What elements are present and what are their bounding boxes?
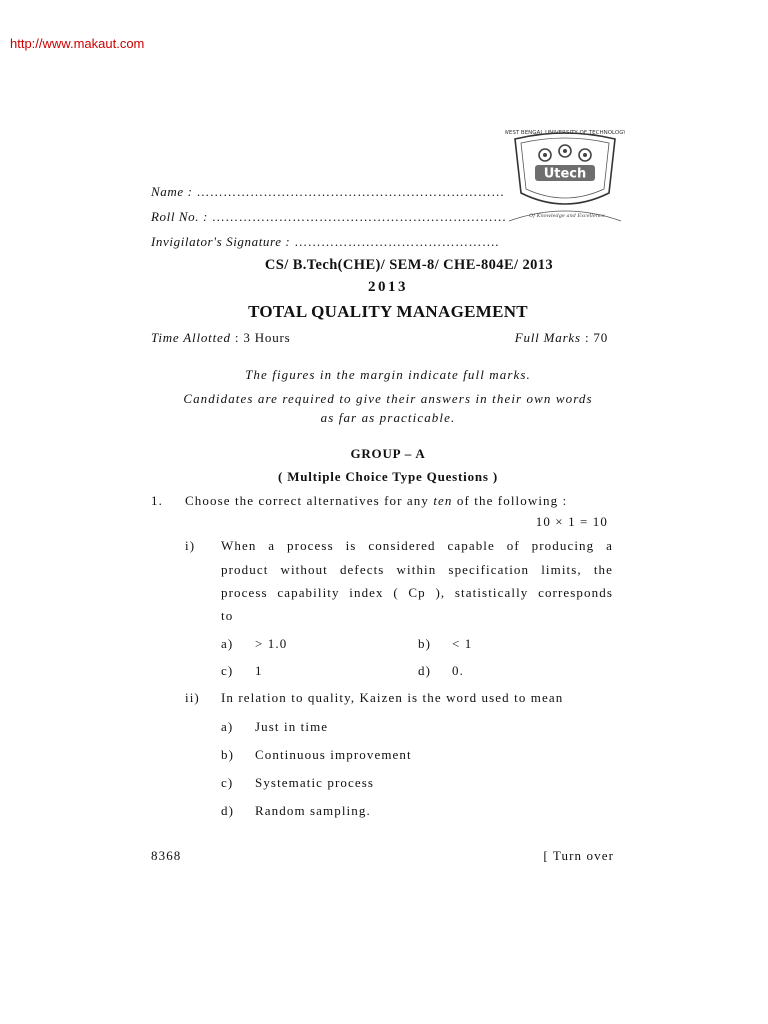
invigilator-signature-label: Invigilator's Signature :: [151, 234, 291, 249]
invigilator-signature-field[interactable]: [151, 234, 499, 250]
subquestion-text-line: to: [221, 608, 234, 623]
turn-over-note: [ Turn over: [543, 848, 614, 863]
roll-no-field-blank[interactable]: …………………………………………………………: [211, 209, 507, 224]
full-marks: [515, 330, 608, 346]
option-label: c): [221, 663, 234, 678]
question-text: [185, 493, 567, 509]
subquestion-text-line: When a process is considered capable of producing a: [221, 538, 613, 553]
name-field[interactable]: [151, 184, 505, 200]
option-text[interactable]: 0.: [452, 663, 464, 678]
name-field-blank[interactable]: ……………………………………………………………: [196, 184, 505, 199]
question-text-emphasis: ten: [433, 493, 453, 508]
source-url-link[interactable]: http://www.makaut.com: [10, 36, 145, 51]
question-marks: 10 × 1 = 10: [535, 514, 608, 529]
paper-code: CS/ B.Tech(CHE)/ SEM-8/ CHE-804E/ 2013: [264, 257, 554, 273]
subquestion-number: ii): [185, 690, 200, 705]
group-subheading: ( Multiple Choice Type Questions ): [278, 469, 498, 484]
option-label: c): [221, 775, 234, 790]
time-allotted-label: Time Allotted: [151, 330, 231, 345]
option-label: b): [418, 636, 432, 651]
time-allotted-value: : 3 Hours: [234, 330, 291, 345]
subquestion-number: i): [185, 538, 196, 553]
option-label: a): [221, 636, 234, 651]
option-text[interactable]: Random sampling.: [255, 803, 371, 818]
option-text[interactable]: 1: [255, 663, 263, 678]
group-heading: GROUP – A: [350, 446, 426, 461]
question-text-before: Choose the correct alternatives for any: [185, 493, 429, 508]
name-field-label: Name :: [151, 184, 193, 199]
utech-crest-icon: [505, 125, 625, 235]
subquestion-text-line: product without defects within specification limits, the: [221, 562, 613, 577]
logo-motto: Of Knowledge and Excellence: [529, 213, 605, 219]
subquestion-text-line: In relation to quality, Kaizen is the word used to mean: [221, 690, 564, 705]
instruction-line: The figures in the margin indicate full marks.: [245, 367, 531, 382]
logo-arc-text: WEST BENGAL UNIVERSITY OF TECHNOLOGY: [505, 130, 625, 136]
option-label: d): [221, 803, 235, 818]
university-logo: [505, 125, 625, 235]
subquestion-text-line: process capability index ( Cp ), statistically corresponds: [221, 585, 613, 600]
page-code: 8368: [151, 848, 182, 863]
roll-no-field[interactable]: [151, 209, 507, 225]
option-text[interactable]: Systematic process: [255, 775, 375, 790]
option-label: d): [418, 663, 432, 678]
question-number: 1.: [151, 493, 163, 508]
question-text-after: of the following :: [456, 493, 568, 508]
option-text[interactable]: < 1: [452, 636, 473, 651]
instruction-line: as far as practicable.: [320, 410, 456, 425]
full-marks-value: : 70: [584, 330, 608, 345]
option-text[interactable]: Continuous improvement: [255, 747, 412, 762]
option-label: b): [221, 747, 235, 762]
paper-title: TOTAL QUALITY MANAGEMENT: [248, 302, 528, 321]
option-label: a): [221, 719, 234, 734]
roll-no-field-label: Roll No. :: [151, 209, 208, 224]
invigilator-signature-blank[interactable]: ……………………………………….: [294, 234, 499, 249]
instruction-line: Candidates are required to give their answers in their own words: [183, 391, 593, 406]
time-allotted: [151, 330, 291, 346]
option-text[interactable]: Just in time: [255, 719, 329, 734]
paper-year: 2013: [368, 279, 408, 295]
logo-name: Utech: [543, 166, 587, 182]
option-text[interactable]: > 1.0: [255, 636, 288, 651]
full-marks-label: Full Marks: [514, 330, 581, 345]
